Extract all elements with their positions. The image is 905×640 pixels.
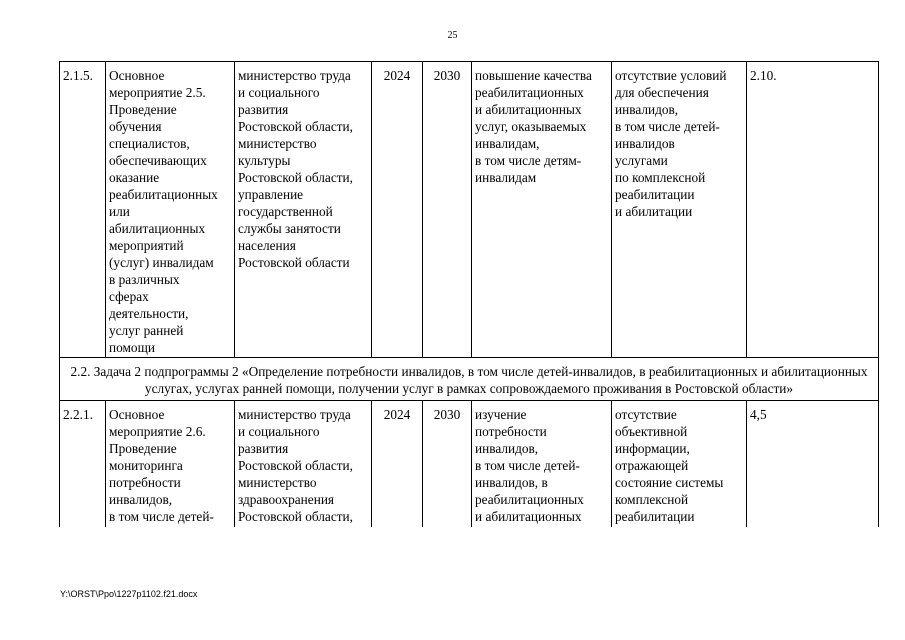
task-heading: 2.2. Задача 2 подпрограммы 2 «Определение потребности инвалидов, в том числе детей-инвалидов, в реабилитационных и абилитационных услугах, услугах ранней помощи, получении услуг в рамках сопровождаемого проживания в Ростовской области» bbox=[60, 358, 879, 401]
activity-indicator: 2.10. bbox=[747, 62, 879, 358]
table-row bbox=[60, 401, 879, 528]
activity-consequences: отсутствие условий для обеспечения инвалидов, в том числе детей- инвалидов услугами по комплексной реабилитации и абилитации bbox=[612, 62, 747, 358]
activity-code: 2.2.1. bbox=[60, 401, 106, 528]
activities-table bbox=[59, 61, 879, 527]
page-number: 25 bbox=[447, 30, 458, 41]
task-heading-row bbox=[60, 358, 879, 401]
activity-executor: министерство труда и социального развития Ростовской области, министерство культуры Ростовской области, управление государственной службы занятости населения Ростовской области bbox=[235, 62, 372, 358]
activity-start-year: 2024 bbox=[372, 401, 423, 528]
activity-expected-result: повышение качества реабилитационных и абилитационных услуг, оказываемых инвалидам, в том числе детям- инвалидам bbox=[472, 62, 612, 358]
table-row bbox=[60, 62, 879, 358]
activity-executor: министерство труда и социального развития Ростовской области, министерство здравоохранения Ростовской области, bbox=[235, 401, 372, 528]
file-path-footer: Y:\ORST\Ppo\1227p1102.f21.docx bbox=[60, 589, 198, 599]
activity-name: Основное мероприятие 2.6. Проведение мониторинга потребности инвалидов, в том числе детей- bbox=[106, 401, 235, 528]
activity-consequences: отсутствие объективной информации, отражающей состояние системы комплексной реабилитации bbox=[612, 401, 747, 528]
activity-name: Основное мероприятие 2.5. Проведение обучения специалистов, обеспечивающих оказание реабилитационных или абилитационных мероприятий (услуг) инвалидам в различных сферах деятельности, услуг ранней помощи bbox=[106, 62, 235, 358]
activity-code: 2.1.5. bbox=[60, 62, 106, 358]
activity-end-year: 2030 bbox=[423, 401, 472, 528]
activity-start-year: 2024 bbox=[372, 62, 423, 358]
activity-indicator: 4,5 bbox=[747, 401, 879, 528]
activity-expected-result: изучение потребности инвалидов, в том числе детей- инвалидов, в реабилитационных и абилитационных bbox=[472, 401, 612, 528]
activity-end-year: 2030 bbox=[423, 62, 472, 358]
